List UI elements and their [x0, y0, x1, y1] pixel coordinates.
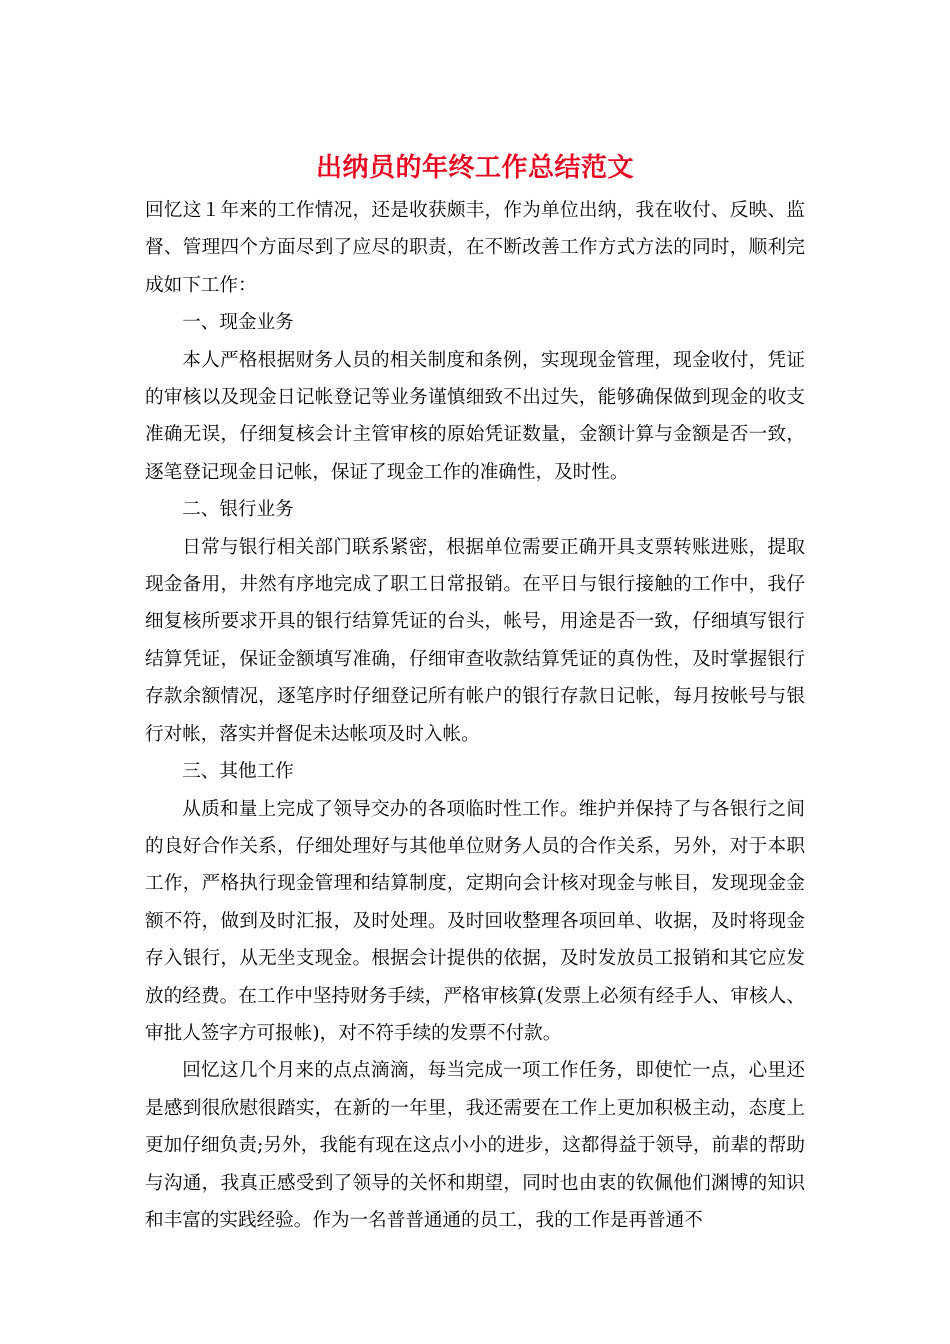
paragraph-other-work: 从质和量上完成了领导交办的各项临时性工作。维护并保持了与各银行之间的良好合作关系，仔细处理好与其他单位财务人员的合作关系，另外，对于本职工作，严格执行现金管理和结算制度，定期向会计核对现金与帐目，发现现金金额不符，做到及时汇报，及时处理。及时回收整理各项回单、收据，及时将现金存入银行，从无坐支现金。根据会计提供的依据，及时发放员工报销和其它应发放的经费。在工作中坚持财务手续，严格审核算(发票上必须有经手人、审核人、审批人签字方可报帐)，对不符手续的发票不付款。 [145, 798, 805, 1044]
paragraph-bank-business: 日常与银行相关部门联系紧密，根据单位需要正确开具支票转账进账，提取现金备用，井然有序地完成了职工日常报销。在平日与银行接触的工作中，我仔细复核所要求开具的银行结算凭证的台头，帐号，用途是否一致，仔细填写银行结算凭证，保证金额填写准确，仔细审查收款结算凭证的真伪性，及时掌握银行存款余额情况，逐笔序时仔细登记所有帐户的银行存款日记帐，每月按帐号与银行对帐，落实并督促未达帐项及时入帐。 [145, 536, 805, 745]
paragraph-cash-business: 本人严格根据财务人员的相关制度和条例，实现现金管理，现金收付，凭证的审核以及现金日记帐登记等业务谨慎细致不出过失，能够确保做到现金的收支准确无误，仔细复核会计主管审核的原始凭证数量，金额计算与金额是否一致，逐笔登记现金日记帐，保证了现金工作的准确性，及时性。 [145, 349, 805, 483]
document-body [145, 192, 805, 1239]
heading-cash-business: 一、现金业务 [182, 312, 294, 334]
heading-bank-business: 二、银行业务 [182, 499, 294, 521]
paragraph-reflection: 回忆这几个月来的点点滴滴，每当完成一项工作任务，即使忙一点，心里还是感到很欣慰很踏实，在新的一年里，我还需要在工作上更加积极主动，态度上更加仔细负责;另外，我能有现在这点小小的进步，这都得益于领导，前辈的帮助与沟通，我真正感受到了领导的关怀和期望，同时也由衷的钦佩他们渊博的知识和丰富的实践经验。作为一名普普通通的员工，我的工作是再普通不 [145, 1060, 805, 1231]
document-title: 出纳员的年终工作总结范文 [315, 153, 634, 183]
paragraph-intro: 回忆这１年来的工作情况，还是收获颇丰，作为单位出纳，我在收付、反映、监督、管理四个方面尽到了应尽的职责，在不断改善工作方式方法的同时，顺利完成如下工作： [145, 200, 805, 296]
heading-other-work: 三、其他工作 [182, 761, 294, 783]
